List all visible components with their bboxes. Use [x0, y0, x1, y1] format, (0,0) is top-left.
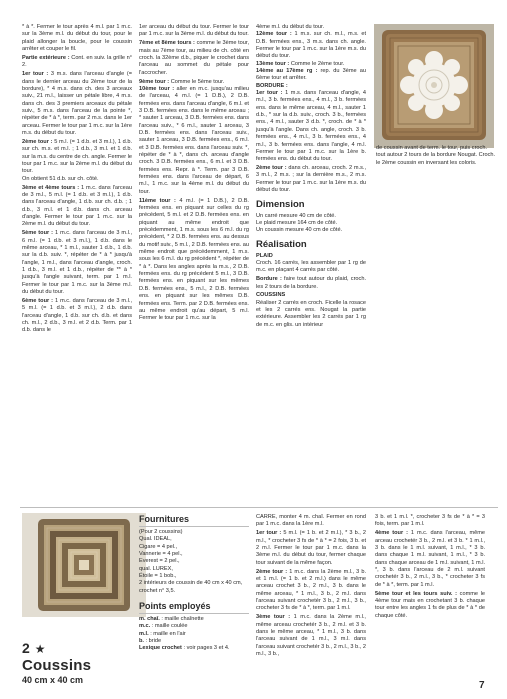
paragraph-text: 1 m.s. sur ch. m.l., m.s. et D.B. fermées ens., 3 m.s. dans ch. angle. Fermer le tour par 1 m.c. sur la 1ère m.s. du début du tour.	[256, 31, 367, 60]
round-label: 2ème tour :	[256, 568, 288, 575]
stitch-line	[139, 623, 249, 630]
realisation-heading: Réalisation	[256, 238, 307, 250]
paragraph-text: faire tout autour du plaid, croch. les 2 tours de la bordure.	[256, 276, 366, 290]
round-label: 1er tour :	[22, 71, 49, 78]
paragraph: * à *. Fermer le tour après 4 m.l. par 1 m.c. sur la 3ème m.l. du début du tour, pour le plaid allonger la boucle, pour le coussin arrêter et couper le fil.	[22, 24, 132, 53]
paragraph-text: Cont. en suiv. la grille n° 2.	[22, 54, 132, 69]
section-label: PLAID	[256, 252, 273, 259]
materials-line: Cigare = 4 pel.,	[139, 543, 178, 550]
paragraph	[22, 185, 132, 229]
paragraph	[139, 40, 249, 77]
stitch-line	[139, 616, 249, 623]
stitch-abbr: m.l.	[139, 630, 149, 637]
paragraph	[256, 90, 366, 163]
paragraph	[256, 61, 366, 68]
paragraph	[256, 569, 366, 613]
text-column-2	[139, 24, 249, 324]
paragraph	[375, 530, 485, 589]
paragraph-text: aller en m.c. jusqu'au milieu de l'arceau, 4 m.l. (= 1 D.B.), 2 D.B. fermées ens. dans l'arceau d'angle, 6 m.l. et 3 D.B. fermées ens. dans le même arceau ; * sauter 1 arceau, 3 D.B. fermées ens. dans l'arceau suiv., * 6 m.l., sauter 1 arceau, 3 D.B. fermées ens. dans l'arceau suiv., sauter 1 arceau, 3 D.B. fermées ens., 6 m.l. et 3 D.B. fermées ens. dans l'arceau suiv. *, répéter de * à *, dans ch. arceau d'angle croch. 3 D.B. fermées ens., 6 m.l. et 3 D.B. fermées ens. Repr. à *. Term. par 3 D.B. fermées ens. dans l'arceau de départ, 6 m.l., 1 m.c. sur la 4ème m.l. du début du tour.	[139, 85, 249, 195]
page-number: 7	[479, 680, 485, 691]
fournitures-heading: Fournitures	[139, 514, 190, 524]
paragraph	[139, 79, 249, 86]
paragraph-text: 1 m.s. dans l'arceau d'angle, 4 m.l., 3 b. fermées ens., 4 m.l., 3 b. fermées ens. dans le même arceau, 4 m.l., sauter 1 d.b., * sur la d.b. suiv., croch. 3 b., fermées ens., 4 m.l., sauter 3 d.b. *, croch. de * à * jusqu'à l'angle. Dans ch. angle, croch. 3 b. fermées ens., 4 m.l., 3 b. fermées ens., 4 m.l., 3 b. fermées ens. dans l'angle, 4 m.l. Fermer le tour par 1 m.c. sur la 1ère b. fermées ens. du début du tour.	[256, 90, 366, 163]
materials-line: qual. LUREX,	[139, 565, 173, 572]
section-label: BORDURE :	[256, 82, 288, 89]
paragraph	[22, 230, 132, 296]
materials-line: Étoile = 1 bob.,	[139, 573, 177, 580]
stitch-desc: : maille coulée	[150, 623, 188, 630]
dimension-line: Un coussin mesure 40 cm de côté.	[256, 227, 343, 234]
paragraph	[375, 591, 485, 620]
round-label: 10ème tour :	[139, 85, 175, 92]
round-label: 5ème tour et les tours suiv. :	[375, 590, 457, 597]
paragraph	[22, 71, 132, 137]
round-label: 9ème tour :	[139, 78, 170, 85]
paragraph	[256, 530, 366, 567]
paragraph	[256, 165, 366, 194]
paragraph	[139, 198, 249, 323]
stitch-desc: : bride	[143, 638, 162, 645]
stitch-abbr: Lexique crochet	[139, 645, 182, 652]
round-label: 3ème et 4ème tours :	[22, 184, 80, 191]
pattern-number: 2	[22, 640, 31, 656]
round-label: 11ème tour :	[139, 197, 176, 204]
instructions-column-3	[256, 514, 366, 660]
stitch-abbr: m.c.	[139, 623, 151, 630]
round-label: 12ème tour :	[256, 31, 292, 38]
paragraph: 1er arceau du début du tour. Fermer le tour par 1 m.c. sur la 3ème m.l. du début du tour.	[139, 24, 249, 38]
instructions-column-4	[375, 514, 485, 622]
section-label: Partie extérieure :	[22, 54, 70, 61]
paragraph: Croch. 16 carrés, les assembler par 1 rg de m.c. en plaçant 4 carrés par côté.	[256, 259, 366, 274]
paragraph-text: Comme le 2ème tour.	[290, 60, 345, 67]
heading-rule	[139, 526, 249, 527]
paragraph	[22, 298, 132, 335]
paragraph-text: 1 m.c. dans la 2ème m.l., même arceau crochetér 3 b., 2 m.l. et 3 b. dans le même arceau, * 1 m.l., 3 b. dans l'arceau suivant de 1 m.l., 3 m.l. dans l'arceau suivant crochetér 3 b., 2 m.l., 3 b., 2 m.l., 3 b.,	[256, 614, 366, 657]
paragraph-text: Comme le 5ème tour.	[170, 78, 225, 85]
dimension-line: Le plaid mesure 164 cm de côté.	[256, 219, 338, 226]
paragraph-text: 1 m.c. dans l'arceau de 3 m.l., 5 m.l. (= 1 d.b. et 3 m.l.), 1 d.b. dans l'arceau d'angle, 1 d.b. sur ch. d.b. ; 1 d.b., 3 m.l. et 1 d.b. dans ch. arceau d'angle. Fermer le tour par 1 m.c. sur la 2ème m.l. du début du tour.	[22, 184, 132, 228]
paragraph	[256, 31, 366, 60]
paragraph-text: 5 m.l. (= 1 d.b. et 3 m.l.), 1 d.b. sur ch. m.s. et m.l. ; 1 d.b., 3 m.l. et 1 d.b. sur la m.s. du centre de ch. angle. Fermer le tour par 1 m.c. sur la 2ème m.l. du début du tour.	[22, 138, 132, 175]
paragraph-text: comme le 4ème tour mais en crochetant 3 b. chaque tour entre les angles 1 fs de plus de * à * de chaque côté.	[375, 590, 485, 619]
paragraph: On obtient 51 d.b. sur ch. côté.	[22, 175, 99, 182]
dimension-heading: Dimension	[256, 198, 305, 210]
cushion-photo	[374, 24, 494, 148]
pattern-size: 40 cm x 40 cm	[22, 675, 84, 685]
paragraph: 4ème m.l. du début du tour.	[256, 24, 325, 30]
round-label: 7ème et 8ème tours :	[139, 40, 195, 47]
materials-line: 2 intérieurs de coussin de 40 cm x 40 cm,	[139, 580, 243, 587]
text-column-3	[256, 24, 366, 331]
paragraph-text: rep. du 3ème au 6ème tour et arrêter.	[256, 68, 366, 82]
materials-line: Vannerie = 4 pel.,	[139, 551, 183, 558]
section-divider	[20, 507, 498, 508]
star-icon: ★	[34, 642, 46, 656]
paragraph-text: 5 m.l. (= 1 b. et 2 m.l.), * 3 b., 2 m.l., * crocheter 3 fs de * à * = 2 fois, 3 b. et 2 m.l. Fermer le tour par 1 m.c. dans la 3ème m.l. du début du tour, fermer chaque tour suivant de la même façon.	[256, 530, 366, 566]
paragraph-text: comme le 3ème tour, mais au 7ème tour, au milieu de ch. côté en croch. la 32ème d.b., piquer le crochet dans l'arceau au sommet du pétale pour l'accrocher.	[139, 40, 249, 76]
stitch-desc: : maille chaînette	[159, 616, 204, 623]
round-label: 5ème tour :	[22, 230, 54, 237]
photo-caption: de coussin avant de term. le tour, puis croch. tout autour 2 tours de la bordure Nougat. Croch. le 2ème coussin en inversant les coloris.	[376, 145, 496, 166]
paragraph-text: 1 m.c. dans l'arceau, même arceau crochetér 3 b., 2 m.l. et 3 b. * 1 m.l., 3 b. dans le 1 m.l. suivant, 1 m.l., * 3 b. dans chaque 1 m.l. suivant, 1 m.l., * 3 b. dans chaque arceau de 1 m.l. suivant, 1 m.l. *, 3 b. dans l'arceau de 2 m.l. suivant crochetér 3 b., 2 m.l., 3 b., * crocheter 3 fs de * à *, term. par 1 m.l.	[375, 530, 485, 588]
paragraph	[139, 86, 249, 196]
dimension-line: Un carré mesure 40 cm de côté.	[256, 212, 336, 219]
paragraph-text: 3 m.s. dans l'arceau d'angle (= dans le dernier arceau du 2ème tour de la bordure), * 4 m.s. dans ch. des 3 arceaux suiv., 21 m.l., laisser un pétale libre, 4 m.s. dans ch. des 3 premiers arceaux du pétale suiv., 5 m.s. dans l'arceau de la pointe *, répéter de * à *, term. par 2 m.s. dans le 1er arceau. Fermer le tour par 1 m.c. sur la 1ère m.s. du début du tour.	[22, 71, 132, 136]
paragraph	[256, 614, 366, 658]
pattern-title: Coussins	[22, 657, 92, 674]
paragraph-text: 1 m.c. dans la 2ème m.l., 3 b. et 1 m.l. (= 1 b. et 2 m.l.) dans le même arceau crochet 3 b., 2 m.l., 3 b. dans le même arceau, * 1 m.l., 3 b., 2 m.l. dans l'arceau suivant crochetér 3 b., 2 m.l., 3 b., crocheter 3 fs de * à *, term. par 1 m.l.	[256, 568, 366, 612]
round-label: 14ème au 17ème rg :	[256, 68, 318, 75]
paragraph-text: 1 m.c. dans l'arceau de 3 m.l., 5 m.l. (= 1 d.b. et 3 m.l.), 2 d.b. dans l'arceau d'angle, 1 d.b. sur ch. d.b. et dans ch. m.l., 2 d.b., 3 m.l. et 2 d.b. Term. par 1 d.b. dans le	[22, 297, 132, 334]
cushion-photo-illustration	[374, 24, 494, 148]
paragraph	[22, 55, 132, 70]
paragraph	[256, 276, 366, 291]
round-label: 6ème tour :	[22, 297, 54, 304]
paragraph-text: 1 m.c. dans l'arceau de 3 m.l., 6 m.l. (= 1 d.b. et 3 m.l.), 1 d.b. dans le même arceau, * 1 m.l., sauter 1 d.b., 1 d.b. sur la d.b. suiv. *, répéter de * à * jusqu'à l'angle, 1 m.l., dans l'arceau d'angle, croch. 1 d.b., 3 m.l. et 1 d.b., répéter de ** à * jusqu'à l'angle suivant, term. par 1 m.l. Fermer le tour par 1 m.c. sur la 3ème m.l. du début du tour.	[22, 230, 132, 295]
stitch-desc: : maille en l'air	[148, 630, 186, 637]
round-label: 4ème tour :	[375, 530, 408, 537]
text-column-1	[22, 24, 132, 336]
round-label: 2ème tour :	[22, 138, 53, 145]
paragraph: Réaliser 2 carrés en croch. Ficelle la rosace et les 2 carrés ens. Nougat la partie extérieure. Assembler les 2 carrés par 1 rg de m.c. en glis. un intérieur	[256, 299, 366, 328]
materials-line: (Pour 2 coussins)	[139, 529, 183, 535]
round-label: 13ème tour :	[256, 60, 290, 67]
heading-rule	[139, 613, 249, 614]
stitch-abbr: b.	[139, 638, 144, 645]
pattern-number-badge	[22, 640, 46, 656]
stitch-desc: : voir pages 3 et 4.	[181, 645, 230, 652]
stitch-line	[139, 645, 249, 652]
square-cushion-photo	[22, 513, 146, 617]
round-label: 1er tour :	[256, 90, 283, 97]
paragraph-text: 4 m.l. (= 1 D.B.), 2 D.B. fermées ens. en piquant sur celles du rg précédent, 5 m.l. et 2 D.B. fermées ens. en piquant au même endroit que précédemment, 1 m.s. sous les 6 m.l. du rg précédent, * 2 D.B. fermées ens. au dessus du motif suiv., 5 m.l., 2 D.B. fermées ens. au même endroit que précédemment, 1 m.s. sous les 6 m.l. du rg précédent *, répéter de * à *. Dans les angles après la m.s., 2 D.B. fermées ens. du rg précédent 5 m.l., 3 D.B. fermées ens. en piquant sur les mêmes D.B. fermées ens., 5 m.l., 2 D.B. fermées ens. en piquant sur les mêmes D.B. fermées ens. Term. par 2 D.B. fermées ens. au même endroit qu'au départ, 5 m.l. Fermer le tour par 1 m.c. sur la	[139, 197, 249, 322]
materials-line: Qual. IDEAL,	[139, 536, 172, 543]
paragraph	[256, 68, 366, 83]
points-heading: Points employés	[139, 601, 211, 612]
materials-column	[139, 514, 249, 653]
round-label: 2ème tour :	[256, 165, 287, 172]
stitch-abbr: m. chaî.	[139, 616, 160, 623]
materials-line: crochet n° 3,5.	[139, 587, 176, 594]
round-label: 3ème tour :	[256, 614, 291, 621]
round-label: Bordure :	[256, 276, 282, 283]
stitch-line	[139, 631, 249, 638]
paragraph: CARRE, monter 4 m. chaî. Fermer en rond par 1 m.c. dans la 1ère m.l.	[256, 514, 366, 528]
square-cushion-illustration	[22, 513, 146, 617]
section-label: COUSSINS	[256, 292, 286, 299]
stitch-line	[139, 638, 249, 645]
round-label: 1er tour :	[256, 530, 282, 537]
materials-line: Everest = 2 pel.,	[139, 558, 180, 565]
paragraph: 3 b. et 1 m.l. *, crocheter 3 fs de * à * = 3 fois, term. par 1 m.l.	[375, 514, 485, 528]
paragraph-text: dans ch. arceau, croch. 2 m.s., 3 m.l., 2 m.s. ; sur la dernière m.s., 2 m.s. Fermer le tour par 1 m.c. sur la 1ère m.s. du début du tour.	[256, 165, 366, 194]
paragraph	[22, 139, 132, 176]
